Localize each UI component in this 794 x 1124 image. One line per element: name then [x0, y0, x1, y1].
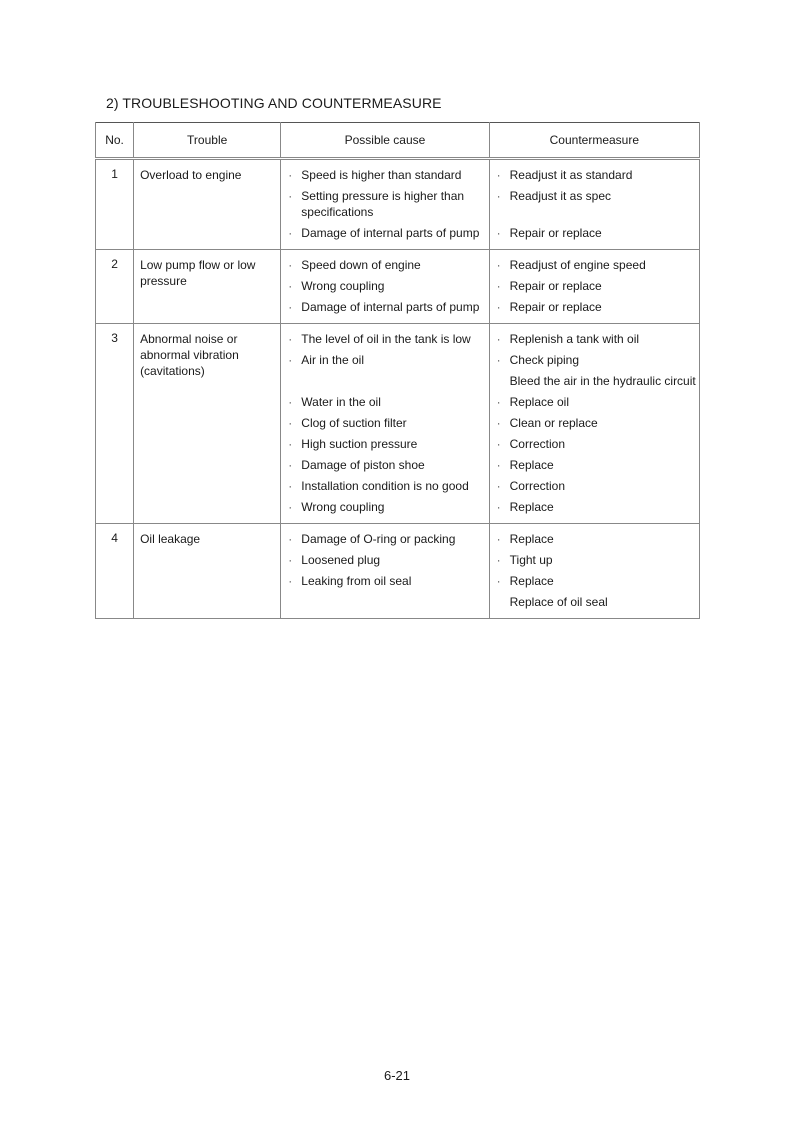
table-header-row [96, 123, 700, 159]
countermeasure-text: Correction [509, 479, 565, 493]
bullet-icon: · [496, 416, 501, 430]
countermeasure-text: Replace [509, 458, 554, 472]
countermeasure-item [490, 552, 699, 568]
countermeasure-text: Bleed the air in the hydraulic circuit [509, 374, 696, 388]
cause-text: Damage of O-ring or packing [301, 532, 456, 546]
table-row [96, 250, 700, 324]
bullet-icon: · [288, 332, 293, 346]
cause-item [281, 352, 488, 368]
bullet-icon: · [496, 353, 501, 367]
cause-item [281, 394, 488, 410]
cause-text: Damage of internal parts of pump [301, 226, 480, 240]
cause-cell [281, 250, 489, 324]
countermeasure-item [490, 499, 699, 515]
countermeasure-text: Readjust of engine speed [509, 258, 646, 272]
header-trouble: Trouble [134, 123, 281, 159]
bullet-icon: · [288, 500, 293, 514]
countermeasure-item [490, 531, 699, 547]
cause-item [281, 278, 488, 294]
row-number: 2 [96, 250, 134, 324]
cause-text: Installation condition is no good [301, 479, 469, 493]
cause-text: Wrong coupling [301, 279, 385, 293]
countermeasure-text: Readjust it as spec [509, 189, 612, 203]
bullet-icon: · [496, 332, 501, 346]
countermeasure-text: Tight up [509, 553, 553, 567]
cause-item [281, 415, 488, 431]
cause-text: Damage of piston shoe [301, 458, 425, 472]
countermeasure-item [490, 225, 699, 241]
countermeasure-text: Readjust it as standard [509, 168, 633, 182]
cause-item [281, 188, 488, 220]
countermeasure-text: Check piping [509, 353, 580, 367]
bullet-icon: · [288, 353, 293, 367]
bullet-icon: · [496, 458, 501, 472]
cause-text: High suction pressure [301, 437, 418, 451]
cause-text: Speed down of engine [301, 258, 421, 272]
bullet-icon: · [288, 479, 293, 493]
trouble-cell: Abnormal noise or abnormal vibration (cavitations) [134, 324, 281, 524]
countermeasure-item [490, 188, 699, 220]
table-row [96, 324, 700, 524]
bullet-icon: · [288, 279, 293, 293]
countermeasure-item [490, 594, 699, 610]
countermeasure-item [490, 373, 699, 389]
countermeasure-cell [489, 524, 699, 619]
countermeasure-text: Clean or replace [509, 416, 598, 430]
countermeasure-item [490, 278, 699, 294]
bullet-icon: · [496, 279, 501, 293]
cause-item [281, 331, 488, 347]
trouble-cell: Overload to engine [134, 159, 281, 250]
bullet-icon: · [496, 168, 501, 182]
countermeasure-item [490, 394, 699, 410]
bullet-icon: · [288, 189, 293, 203]
bullet-icon: · [496, 532, 501, 546]
cause-item [281, 478, 488, 494]
bullet-icon: · [288, 416, 293, 430]
cause-item [281, 299, 488, 315]
bullet-icon: · [496, 553, 501, 567]
troubleshooting-table [95, 122, 700, 619]
bullet-icon: · [496, 258, 501, 272]
bullet-icon: · [288, 437, 293, 451]
countermeasure-item [490, 299, 699, 315]
countermeasure-cell [489, 250, 699, 324]
bullet-icon: · [496, 300, 501, 314]
bullet-icon: · [496, 437, 501, 451]
bullet-icon: · [288, 553, 293, 567]
bullet-icon: · [288, 226, 293, 240]
bullet-icon: · [496, 189, 501, 203]
cause-text: Loosened plug [301, 553, 381, 567]
countermeasure-text: Replace [509, 574, 554, 588]
countermeasure-item [490, 478, 699, 494]
countermeasure-item [490, 167, 699, 183]
trouble-cell: Oil leakage [134, 524, 281, 619]
cause-item [281, 573, 488, 589]
cause-cell [281, 524, 489, 619]
countermeasure-cell [489, 159, 699, 250]
countermeasure-text: Repair or replace [509, 279, 602, 293]
cause-item [281, 257, 488, 273]
countermeasure-text: Correction [509, 437, 565, 451]
cause-text: The level of oil in the tank is low [301, 332, 471, 346]
countermeasure-cell [489, 324, 699, 524]
section-title: 2) TROUBLESHOOTING AND COUNTERMEASURE [106, 95, 442, 111]
cause-cell [281, 159, 489, 250]
bullet-icon: · [496, 574, 501, 588]
bullet-icon: · [496, 395, 501, 409]
cause-item [281, 436, 488, 452]
bullet-icon: · [496, 500, 501, 514]
cause-text: Wrong coupling [301, 500, 385, 514]
row-number: 4 [96, 524, 134, 619]
cause-item [281, 499, 488, 515]
countermeasure-text: Replenish a tank with oil [509, 332, 640, 346]
bullet-icon: · [288, 300, 293, 314]
trouble-cell: Low pump flow or low pressure [134, 250, 281, 324]
countermeasure-item [490, 415, 699, 431]
bullet-icon: · [496, 479, 501, 493]
countermeasure-item [490, 331, 699, 347]
countermeasure-text: Repair or replace [509, 300, 602, 314]
header-no: No. [96, 123, 134, 159]
cause-text: Water in the oil [301, 395, 381, 409]
cause-text: Clog of suction filter [301, 416, 407, 430]
cause-item [281, 531, 488, 547]
countermeasure-item [490, 257, 699, 273]
cause-text: Setting pressure is higher than specifications [301, 189, 465, 219]
bullet-icon: · [288, 532, 293, 546]
cause-item [281, 225, 488, 241]
countermeasure-item [490, 436, 699, 452]
cause-item [281, 167, 488, 183]
countermeasure-text: Replace oil [509, 395, 570, 409]
bullet-icon: · [288, 258, 293, 272]
countermeasure-item [490, 457, 699, 473]
spacer [281, 373, 488, 389]
bullet-icon: · [288, 168, 293, 182]
header-possible-cause: Possible cause [281, 123, 489, 159]
row-number: 3 [96, 324, 134, 524]
cause-item [281, 552, 488, 568]
page-number: 6-21 [383, 1068, 411, 1083]
countermeasure-item [490, 352, 699, 368]
countermeasure-text: Repair or replace [509, 226, 602, 240]
cause-text: Speed is higher than standard [301, 168, 462, 182]
bullet-icon: · [288, 395, 293, 409]
header-countermeasure: Countermeasure [489, 123, 699, 159]
countermeasure-text: Replace [509, 500, 554, 514]
countermeasure-item [490, 573, 699, 589]
table-row [96, 524, 700, 619]
row-number: 1 [96, 159, 134, 250]
countermeasure-text: Replace of oil seal [509, 595, 608, 609]
bullet-icon: · [288, 574, 293, 588]
table-row [96, 159, 700, 250]
cause-cell [281, 324, 489, 524]
cause-text: Damage of internal parts of pump [301, 300, 480, 314]
bullet-icon: · [496, 226, 501, 240]
bullet-icon: · [288, 458, 293, 472]
cause-text: Leaking from oil seal [301, 574, 412, 588]
cause-item [281, 457, 488, 473]
cause-text: Air in the oil [301, 353, 364, 367]
countermeasure-text: Replace [509, 532, 554, 546]
